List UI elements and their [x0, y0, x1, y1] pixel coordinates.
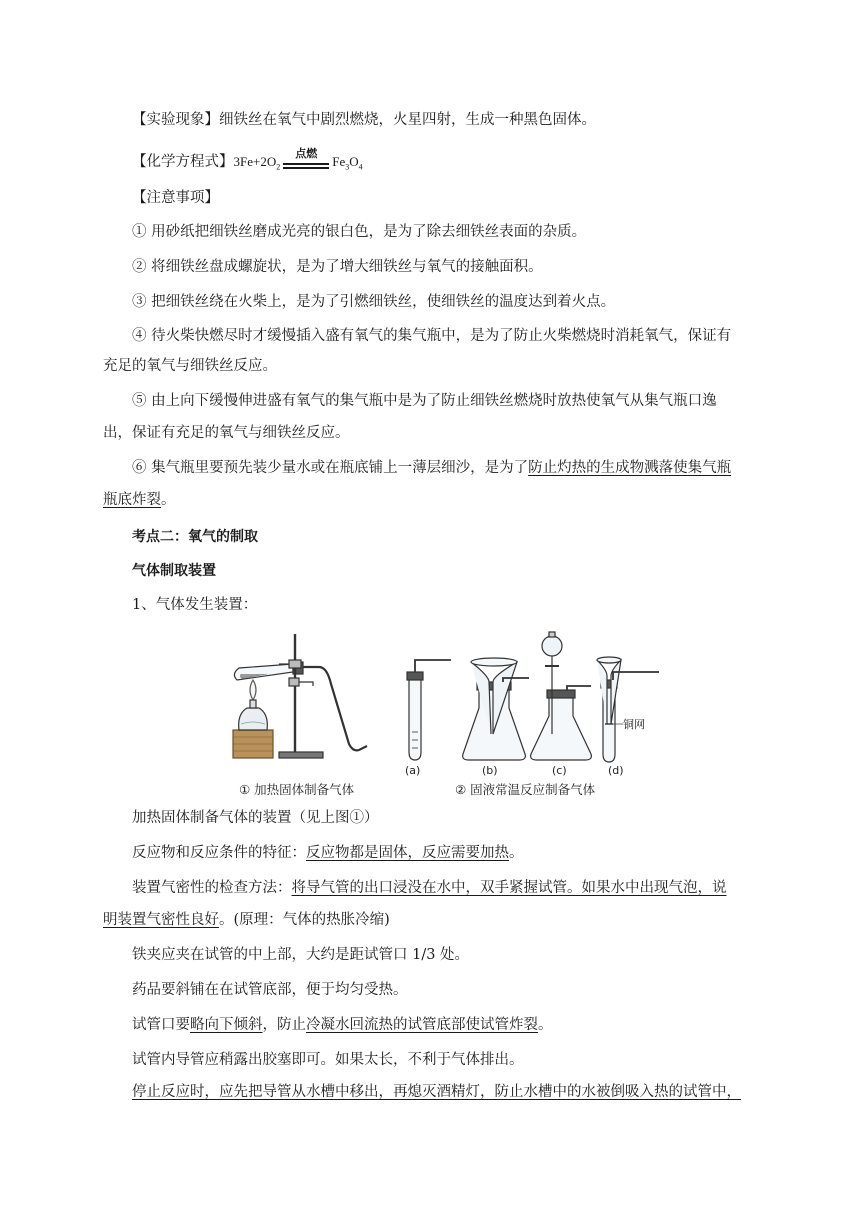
- feature-line: 反应物和反应条件的特征：反应物都是固体，反应需要加热。: [132, 845, 524, 861]
- alcohol-lamp: [239, 708, 268, 730]
- section-title: 考点二：氧气的制取: [132, 529, 258, 545]
- equation-condition-arrow: 点燃: [281, 152, 331, 172]
- phenomenon-paragraph: 【实验现象】细铁丝在氧气中剧烈燃烧，火星四射，生成一种黑色固体。: [132, 112, 596, 128]
- equation-reactants: $3Fe+2O_2$: [233, 154, 281, 172]
- subsection-title: 气体制取装置: [132, 563, 216, 579]
- label-d: (d): [608, 764, 624, 777]
- label-b: (b): [482, 764, 498, 777]
- apparatus-d: [597, 657, 659, 762]
- airtightness-line2: 明装置气密性良好。(原理：气体的热胀冷缩): [103, 912, 390, 928]
- caption-heating: ① 加热固体制备气体: [239, 782, 355, 797]
- apparatus-b: [463, 658, 529, 760]
- note-1: ① 用砂纸把细铁丝磨成光亮的银白色，是为了除去细铁丝表面的杂质。: [132, 224, 587, 240]
- heating-device-line: 加热固体制备气体的装置（见上图①）: [132, 810, 379, 826]
- note-4-line2: 充足的氧气与细铁丝反应。: [103, 358, 277, 374]
- note-5-line2: 出，保证有充足的氧气与细铁丝反应。: [103, 425, 350, 441]
- copper-mesh-label: 铜网: [623, 718, 645, 731]
- apparatus-a: [407, 660, 451, 760]
- equation-line: [132, 147, 760, 178]
- equation-product: $Fe_3O_4$: [332, 154, 363, 172]
- equation-label: 【化学方程式】: [132, 154, 234, 170]
- note-6-line1: ⑥ 集气瓶里要预先装少量水或在瓶底铺上一薄层细沙，是为了防止灼热的生成物溅落使集气瓶: [132, 460, 732, 476]
- label-a: (a): [405, 764, 421, 777]
- airtightness-line1: 装置气密性的检查方法：将导气管的出口浸没在水中，双手紧握试管。如果水中出现气泡，说: [132, 880, 727, 896]
- notes-title: 【注意事项】: [132, 190, 219, 206]
- label-c: (c): [552, 764, 567, 777]
- clamp-line: 铁夹应夹在试管的中上部，大约是距试管口 1/3 处。: [132, 947, 470, 963]
- iron-stand-base: [279, 752, 323, 758]
- inner-tube-line: 试管内导管应稍露出胶塞即可。如果太长，不利于气体排出。: [132, 1052, 524, 1068]
- note-5-line1: ⑤ 由上向下缓慢伸进盛有氧气的集气瓶中是为了防止细铁丝燃烧时放热使氧气从集气瓶口逸: [132, 393, 717, 409]
- apparatus-c: [531, 632, 592, 760]
- reagent-line: 药品要斜铺在在试管底部，便于均匀受热。: [132, 982, 408, 998]
- note-3: ③ 把细铁丝绕在火柴上，是为了引燃细铁丝，使细铁丝的温度达到着火点。: [132, 294, 616, 310]
- item-1: 1、气体发生装置：: [132, 597, 258, 613]
- apparatus-figure: [227, 624, 659, 804]
- flame: [250, 680, 256, 700]
- stop-reaction-line: 停止反应时，应先把导管从水槽中移出，再熄灭酒精灯，防止水槽中的水被倒吸入热的试管中，: [132, 1084, 741, 1100]
- note-2: ② 将细铁丝盘成螺旋状，是为了增大细铁丝与氧气的接触面积。: [132, 259, 543, 275]
- tube-mouth-line: 试管口要略向下倾斜，防止冷凝水回流热的试管底部使试管炸裂。: [132, 1017, 553, 1033]
- note-6-underlined: 防止灼热的生成物溅落使集气瓶: [528, 460, 732, 476]
- note-4-line1: ④ 待火柴快燃尽时才缓慢插入盛有氧气的集气瓶中，是为了防止火柴燃烧时消耗氧气，保证有: [132, 328, 732, 344]
- caption-solid-liquid: ② 固液常温反应制备气体: [455, 782, 596, 797]
- note-6-line2: 瓶底炸裂。: [103, 492, 176, 508]
- delivery-tube: [303, 667, 367, 750]
